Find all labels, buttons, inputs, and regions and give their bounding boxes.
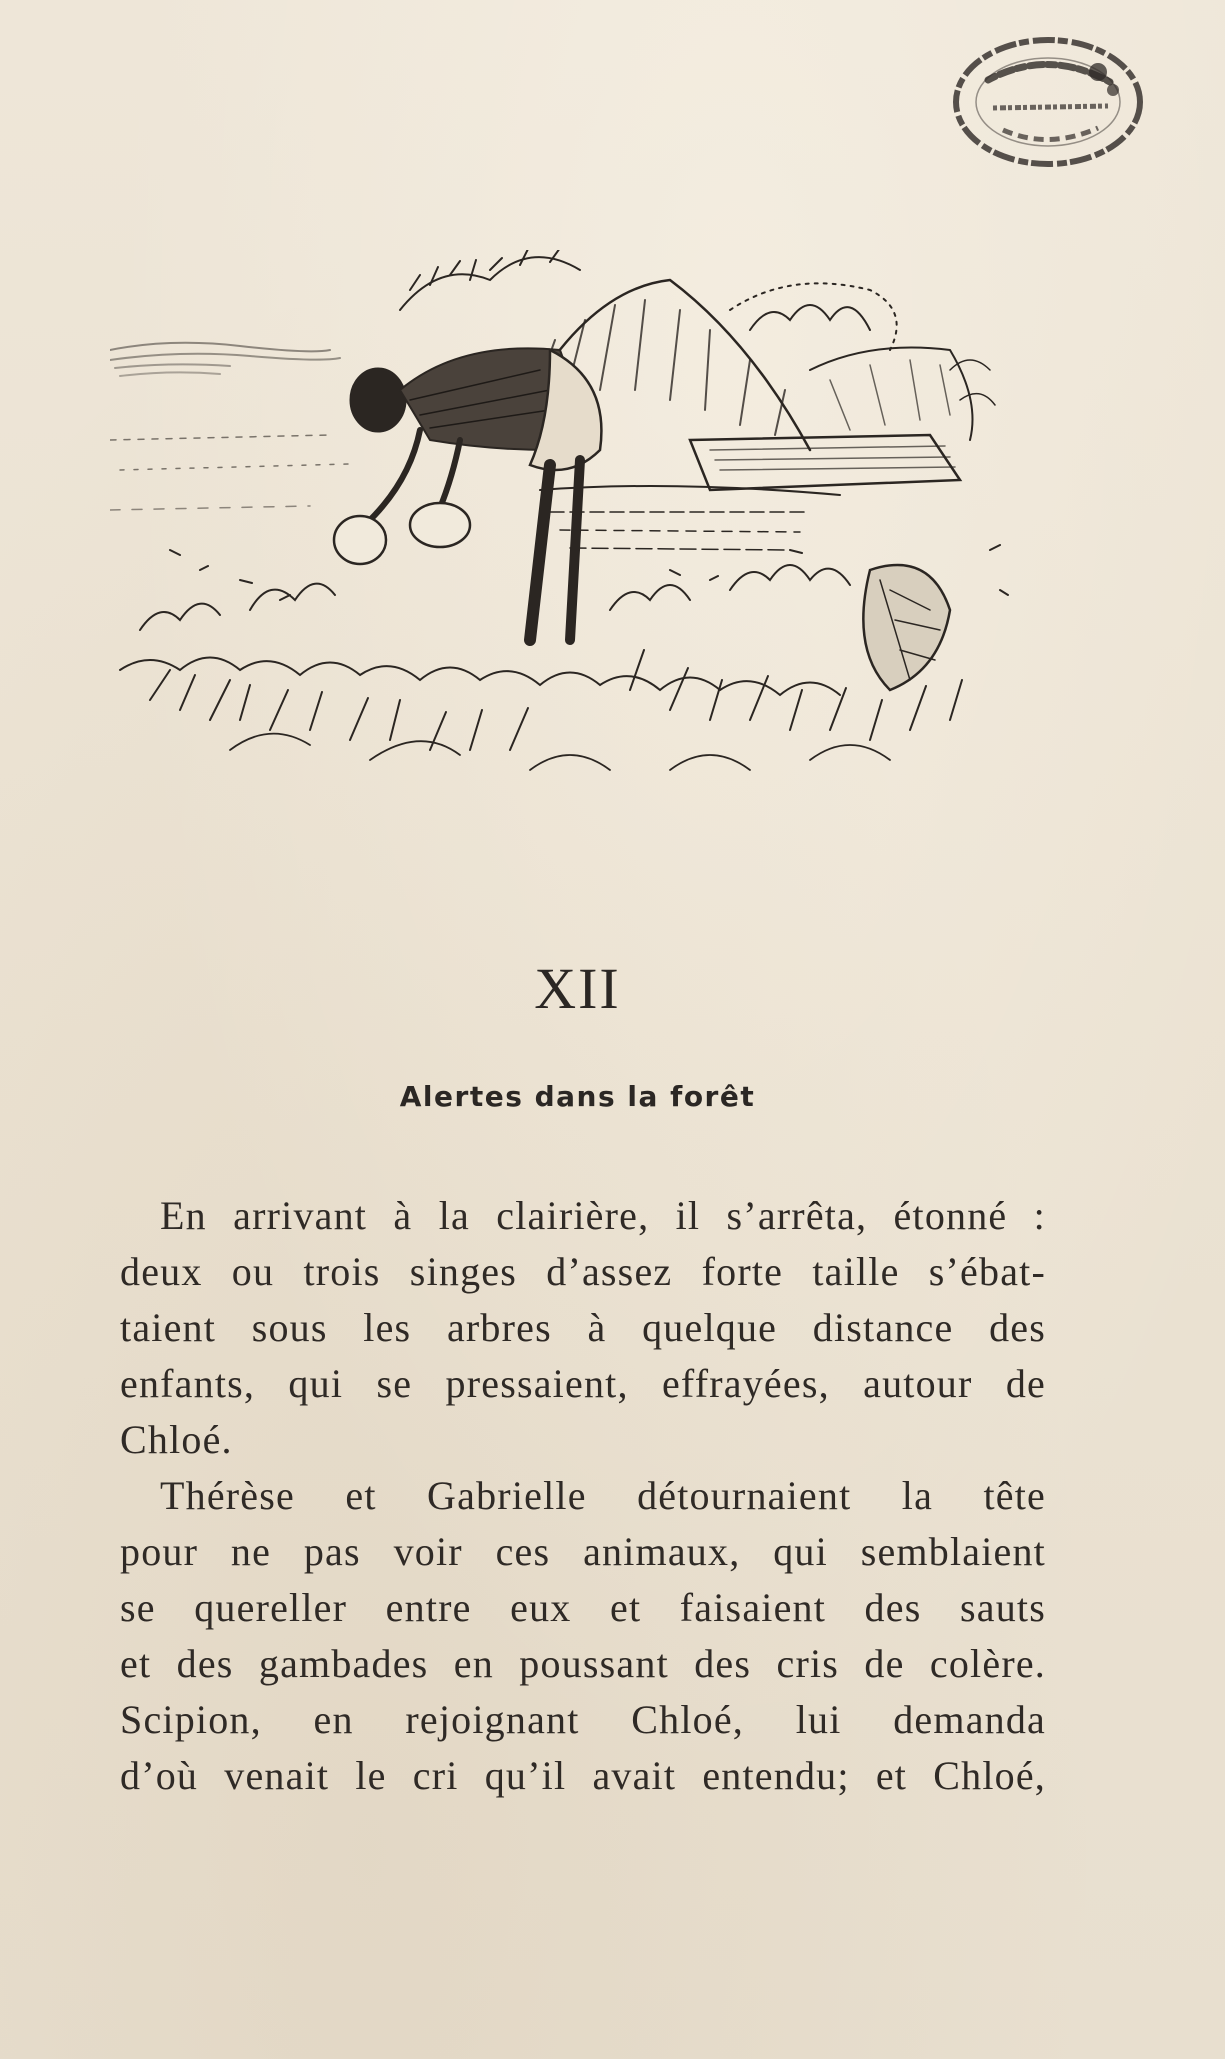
text-line: enfants, qui se pressaient, effrayées, autour de — [120, 1361, 1046, 1406]
engraving-illustration-icon — [110, 250, 1030, 800]
paragraph-1 — [120, 1188, 1046, 1468]
text-line: Chloé. — [120, 1417, 233, 1462]
text-line: pour ne pas voir ces animaux, qui semblaient — [120, 1529, 1046, 1574]
library-stamp-icon — [948, 30, 1148, 175]
chapter-number: XII — [534, 956, 621, 1021]
text-line: se quereller entre eux et faisaient des sauts — [120, 1585, 1046, 1630]
stamp-label — [0, 0, 200, 1]
text-line: taient sous les arbres à quelque distance des — [120, 1305, 1046, 1350]
chapter-body — [120, 1188, 1046, 1804]
text-line: et des gambades en poussant des cris de colère. — [120, 1641, 1046, 1686]
text-line: En arrivant à la clairière, il s’arrêta, étonné : — [160, 1193, 1046, 1238]
paragraph-2 — [120, 1468, 1046, 1804]
text-line: d’où venait le cri qu’il avait entendu; et Chloé, — [120, 1753, 1046, 1798]
text-line: Scipion, en rejoignant Chloé, lui demanda — [120, 1697, 1046, 1742]
text-line: Thérèse et Gabrielle détournaient la tête — [160, 1473, 1046, 1518]
chapter-title: Alertes dans la forêt — [399, 1080, 756, 1113]
text-line: deux ou trois singes d’assez forte taille s’ébat- — [120, 1249, 1046, 1294]
